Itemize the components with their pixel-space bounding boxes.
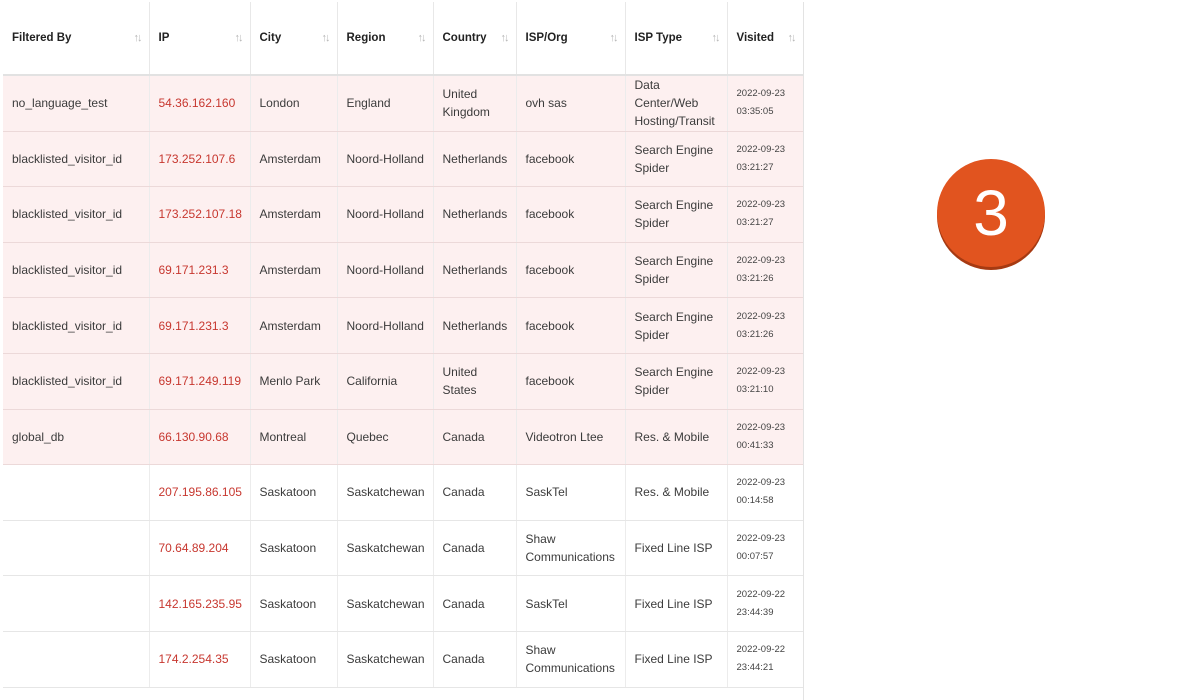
sort-arrows-icon[interactable]: ↑↓ bbox=[321, 32, 329, 44]
region-cell: Noord-Holland bbox=[337, 187, 433, 243]
region-cell: Noord-Holland bbox=[337, 131, 433, 187]
isp-org-cell: facebook bbox=[516, 242, 625, 298]
ip-cell: 174.2.254.35 bbox=[149, 631, 250, 687]
ip-cell: 66.130.90.68 bbox=[149, 409, 250, 465]
table-row[interactable] bbox=[3, 576, 803, 632]
column-header-ip[interactable] bbox=[149, 2, 250, 75]
column-header-region[interactable] bbox=[337, 2, 433, 75]
column-header-isp-org[interactable] bbox=[516, 2, 625, 75]
visited-cell: 2022-09-23 00:14:58 bbox=[727, 465, 803, 521]
city-cell: Saskatoon bbox=[250, 465, 337, 521]
region-cell: Noord-Holland bbox=[337, 242, 433, 298]
filtered-by-cell bbox=[3, 520, 149, 576]
country-cell: United States bbox=[433, 353, 516, 409]
visited-cell: 2022-09-23 03:21:27 bbox=[727, 131, 803, 187]
isp-org-cell: Shaw Communications bbox=[516, 520, 625, 576]
city-cell: Amsterdam bbox=[250, 131, 337, 187]
visitor-log-table-container bbox=[3, 2, 804, 700]
city-cell: Amsterdam bbox=[250, 298, 337, 354]
sort-arrows-icon[interactable]: ↑↓ bbox=[609, 32, 617, 44]
isp-type-cell: Search Engine Spider bbox=[625, 353, 727, 409]
isp-type-cell: Search Engine Spider bbox=[625, 242, 727, 298]
column-header-city[interactable] bbox=[250, 2, 337, 75]
visited-cell: 2022-09-22 23:44:21 bbox=[727, 631, 803, 687]
city-cell: Montreal bbox=[250, 409, 337, 465]
isp-type-cell: Search Engine Spider bbox=[625, 131, 727, 187]
filtered-by-cell: blacklisted_visitor_id bbox=[3, 353, 149, 409]
visited-cell: 2022-09-23 03:21:27 bbox=[727, 187, 803, 243]
step-number-label: 3 bbox=[973, 177, 1009, 249]
filtered-by-cell: global_db bbox=[3, 409, 149, 465]
visited-cell: 2022-09-23 03:35:05 bbox=[727, 75, 803, 131]
visitor-log-table bbox=[3, 2, 804, 688]
city-cell: Saskatoon bbox=[250, 576, 337, 632]
column-header-country[interactable] bbox=[433, 2, 516, 75]
filtered-by-cell: blacklisted_visitor_id bbox=[3, 187, 149, 243]
table-body bbox=[3, 75, 803, 687]
city-cell: Amsterdam bbox=[250, 187, 337, 243]
column-header-label: IP bbox=[158, 32, 170, 44]
city-cell: London bbox=[250, 75, 337, 131]
isp-type-cell: Res. & Mobile bbox=[625, 465, 727, 521]
table-row[interactable] bbox=[3, 631, 803, 687]
table-row[interactable] bbox=[3, 298, 803, 354]
sort-arrows-icon[interactable]: ↑↓ bbox=[711, 32, 719, 44]
region-cell: Quebec bbox=[337, 409, 433, 465]
country-cell: Canada bbox=[433, 576, 516, 632]
region-cell: Noord-Holland bbox=[337, 298, 433, 354]
column-header-label: Filtered By bbox=[12, 32, 72, 44]
table-row[interactable] bbox=[3, 75, 803, 131]
region-cell: Saskatchewan bbox=[337, 520, 433, 576]
city-cell: Saskatoon bbox=[250, 520, 337, 576]
country-cell: Netherlands bbox=[433, 187, 516, 243]
visited-cell: 2022-09-23 03:21:10 bbox=[727, 353, 803, 409]
region-cell: England bbox=[337, 75, 433, 131]
table-row[interactable] bbox=[3, 520, 803, 576]
column-header-visited[interactable] bbox=[727, 2, 803, 75]
filtered-by-cell: blacklisted_visitor_id bbox=[3, 298, 149, 354]
country-cell: Netherlands bbox=[433, 298, 516, 354]
visited-cell: 2022-09-23 00:41:33 bbox=[727, 409, 803, 465]
filtered-by-cell: blacklisted_visitor_id bbox=[3, 131, 149, 187]
isp-type-cell: Search Engine Spider bbox=[625, 298, 727, 354]
ip-cell: 69.171.231.3 bbox=[149, 242, 250, 298]
isp-org-cell: facebook bbox=[516, 353, 625, 409]
column-header-filtered-by[interactable] bbox=[3, 2, 149, 75]
isp-type-cell: Fixed Line ISP bbox=[625, 576, 727, 632]
isp-org-cell: Videotron Ltee bbox=[516, 409, 625, 465]
filtered-by-cell: blacklisted_visitor_id bbox=[3, 242, 149, 298]
table-row[interactable] bbox=[3, 187, 803, 243]
isp-org-cell: Shaw Communications bbox=[516, 631, 625, 687]
isp-type-cell: Fixed Line ISP bbox=[625, 631, 727, 687]
column-header-label: ISP/Org bbox=[525, 32, 568, 44]
visited-cell: 2022-09-23 03:21:26 bbox=[727, 298, 803, 354]
visited-cell: 2022-09-22 23:44:39 bbox=[727, 576, 803, 632]
sort-arrows-icon[interactable]: ↑↓ bbox=[234, 32, 242, 44]
city-cell: Amsterdam bbox=[250, 242, 337, 298]
ip-cell: 70.64.89.204 bbox=[149, 520, 250, 576]
ip-cell: 69.171.231.3 bbox=[149, 298, 250, 354]
isp-org-cell: facebook bbox=[516, 131, 625, 187]
step-number-badge bbox=[937, 159, 1045, 267]
country-cell: Canada bbox=[433, 465, 516, 521]
ip-cell: 207.195.86.105 bbox=[149, 465, 250, 521]
ip-cell: 69.171.249.119 bbox=[149, 353, 250, 409]
ip-cell: 173.252.107.18 bbox=[149, 187, 250, 243]
isp-org-cell: facebook bbox=[516, 298, 625, 354]
column-header-isp-type[interactable] bbox=[625, 2, 727, 75]
city-cell: Menlo Park bbox=[250, 353, 337, 409]
column-header-label: Country bbox=[442, 32, 487, 44]
sort-arrows-icon[interactable]: ↑↓ bbox=[417, 32, 425, 44]
filtered-by-cell: no_language_test bbox=[3, 75, 149, 131]
country-cell: Netherlands bbox=[433, 131, 516, 187]
country-cell: Canada bbox=[433, 520, 516, 576]
ip-cell: 173.252.107.6 bbox=[149, 131, 250, 187]
table-row[interactable] bbox=[3, 353, 803, 409]
isp-type-cell: Search Engine Spider bbox=[625, 187, 727, 243]
region-cell: Saskatchewan bbox=[337, 465, 433, 521]
sort-arrows-icon[interactable]: ↑↓ bbox=[500, 32, 508, 44]
city-cell: Saskatoon bbox=[250, 631, 337, 687]
region-cell: Saskatchewan bbox=[337, 576, 433, 632]
ip-cell: 54.36.162.160 bbox=[149, 75, 250, 131]
country-cell: Canada bbox=[433, 409, 516, 465]
table-row[interactable] bbox=[3, 409, 803, 465]
ip-cell: 142.165.235.95 bbox=[149, 576, 250, 632]
isp-type-cell: Res. & Mobile bbox=[625, 409, 727, 465]
region-cell: California bbox=[337, 353, 433, 409]
country-cell: United Kingdom bbox=[433, 75, 516, 131]
column-header-label: City bbox=[259, 32, 282, 44]
visited-cell: 2022-09-23 03:21:26 bbox=[727, 242, 803, 298]
sort-arrows-icon[interactable]: ↑↓ bbox=[787, 32, 795, 44]
filtered-by-cell bbox=[3, 631, 149, 687]
isp-type-cell: Data Center/Web Hosting/Transit bbox=[625, 75, 727, 131]
isp-org-cell: SaskTel bbox=[516, 576, 625, 632]
table-row[interactable] bbox=[3, 465, 803, 521]
region-cell: Saskatchewan bbox=[337, 631, 433, 687]
isp-org-cell: ovh sas bbox=[516, 75, 625, 131]
visited-cell: 2022-09-23 00:07:57 bbox=[727, 520, 803, 576]
sort-arrows-icon[interactable]: ↑↓ bbox=[133, 32, 141, 44]
filtered-by-cell bbox=[3, 576, 149, 632]
table-row[interactable] bbox=[3, 131, 803, 187]
filtered-by-cell bbox=[3, 465, 149, 521]
column-header-label: Visited bbox=[736, 32, 774, 44]
table-row[interactable] bbox=[3, 242, 803, 298]
isp-org-cell: facebook bbox=[516, 187, 625, 243]
column-header-label: ISP Type bbox=[634, 32, 683, 44]
column-header-label: Region bbox=[346, 32, 386, 44]
table-header-row bbox=[3, 2, 803, 75]
isp-org-cell: SaskTel bbox=[516, 465, 625, 521]
country-cell: Canada bbox=[433, 631, 516, 687]
country-cell: Netherlands bbox=[433, 242, 516, 298]
isp-type-cell: Fixed Line ISP bbox=[625, 520, 727, 576]
